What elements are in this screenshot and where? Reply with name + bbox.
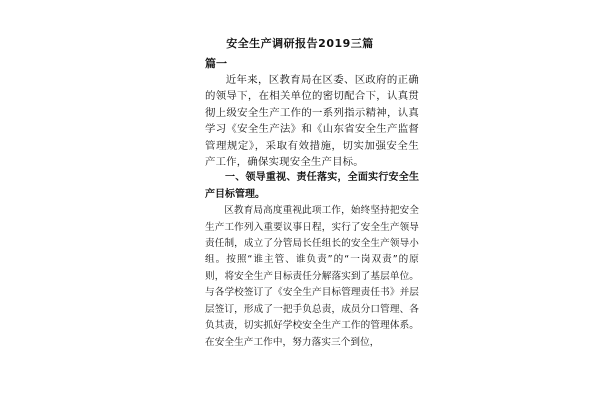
section-label: 篇一 <box>205 57 227 70</box>
paragraph-body: 区教育局高度重视此项工作，始终坚持把安全生产工作列入重要议事日程，实行了安全生产领导责任制，成立了分管局长任组长的安全生产领导小组。按照“谁主管、谁负责”的“一岗双责”的原则，将安全生产目标责任分解落实到了基层单位。与各学校签订了《安全生产目标管理责任书》并层层签订，形成了一把手负总责，成员分口管理、各负其责，切实抓好学校安全生产工作的管理体系。在安全生产工作中，努力落实三个到位， <box>205 205 419 348</box>
document-body <box>205 72 419 351</box>
paragraph-intro: 近年来，区教育局在区委、区政府的正确的领导下，在相关单位的密切配合下，认真贯彻上级安全生产工作的一系列指示精神，认真学习《安全生产法》和《山东省安全生产监督管理规定》，采取有效措施，切实加强安全生产工作，确保实现安全生产目标。 <box>205 74 419 169</box>
document-title: 安全生产调研报告2019三篇 <box>226 37 374 50</box>
paragraph-heading: 一、领导重视、责任落实，全面实行安全生产目标管理。 <box>205 172 419 200</box>
